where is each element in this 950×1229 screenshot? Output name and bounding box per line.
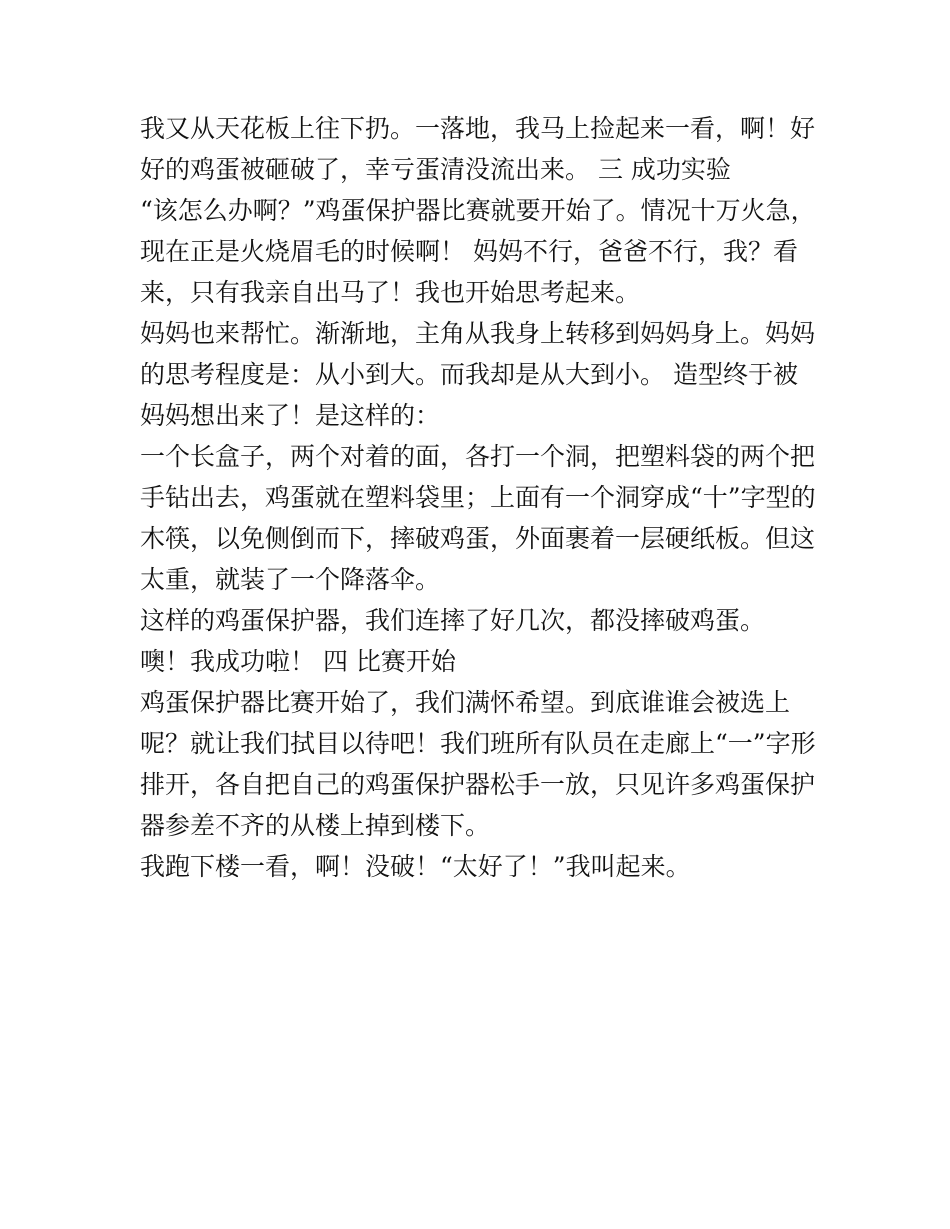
paragraph-5 (140, 600, 820, 641)
text-line: 的思考程度是：从小到大。而我却是从大到小。 造型终于被 (140, 360, 798, 389)
text-line: 器参差不齐的从楼上掉到楼下。 (140, 811, 491, 840)
text-line: 排开，各自把自己的鸡蛋保护器松手一放，只见许多鸡蛋保护 (140, 770, 816, 799)
text-line: 妈妈想出来了！是这样的： (140, 401, 441, 430)
text-line: 来，只有我亲自出马了！我也开始思考起来。 (140, 278, 641, 307)
text-line: 鸡蛋保护器比赛开始了，我们满怀希望。到底谁谁会被选上 (140, 688, 791, 717)
text-line: 一个长盒子，两个对着的面，各打一个洞，把塑料袋的两个把 (140, 442, 816, 471)
text-line: 手钻出去，鸡蛋就在塑料袋里；上面有一个洞穿成“十”字型的 (140, 483, 816, 512)
document-body (140, 108, 820, 887)
paragraph-2 (140, 190, 820, 313)
text-line: 太重，就装了一个降落伞。 (140, 565, 441, 594)
text-line: 妈妈也来帮忙。渐渐地，主角从我身上转移到妈妈身上。妈妈 (140, 319, 816, 348)
paragraph-3 (140, 313, 820, 436)
text-line: 噢！我成功啦！ 四 比赛开始 (140, 647, 456, 676)
text-line: 这样的鸡蛋保护器，我们连摔了好几次，都没摔破鸡蛋。 (140, 606, 766, 635)
text-line: 好的鸡蛋被砸破了，幸亏蛋清没流出来。 三 成功实验 (140, 155, 731, 184)
text-line: 呢？就让我们拭目以待吧！我们班所有队员在走廊上“一”字形 (140, 729, 816, 758)
text-line: 现在正是火烧眉毛的时候啊！ 妈妈不行，爸爸不行，我？看 (140, 237, 798, 266)
text-line: 我跑下楼一看，啊！没破！“太好了！”我叫起来。 (140, 852, 691, 881)
paragraph-8 (140, 846, 820, 887)
paragraph-7 (140, 682, 820, 846)
text-line: “该怎么办啊？”鸡蛋保护器比赛就要开始了。情况十万火急， (140, 196, 816, 225)
paragraph-6 (140, 641, 820, 682)
paragraph-4 (140, 436, 820, 600)
paragraph-1 (140, 108, 820, 190)
text-line: 我又从天花板上往下扔。一落地，我马上捡起来一看，啊！好 (140, 114, 816, 143)
text-line: 木筷，以免侧倒而下，摔破鸡蛋，外面裹着一层硬纸板。但这 (140, 524, 816, 553)
